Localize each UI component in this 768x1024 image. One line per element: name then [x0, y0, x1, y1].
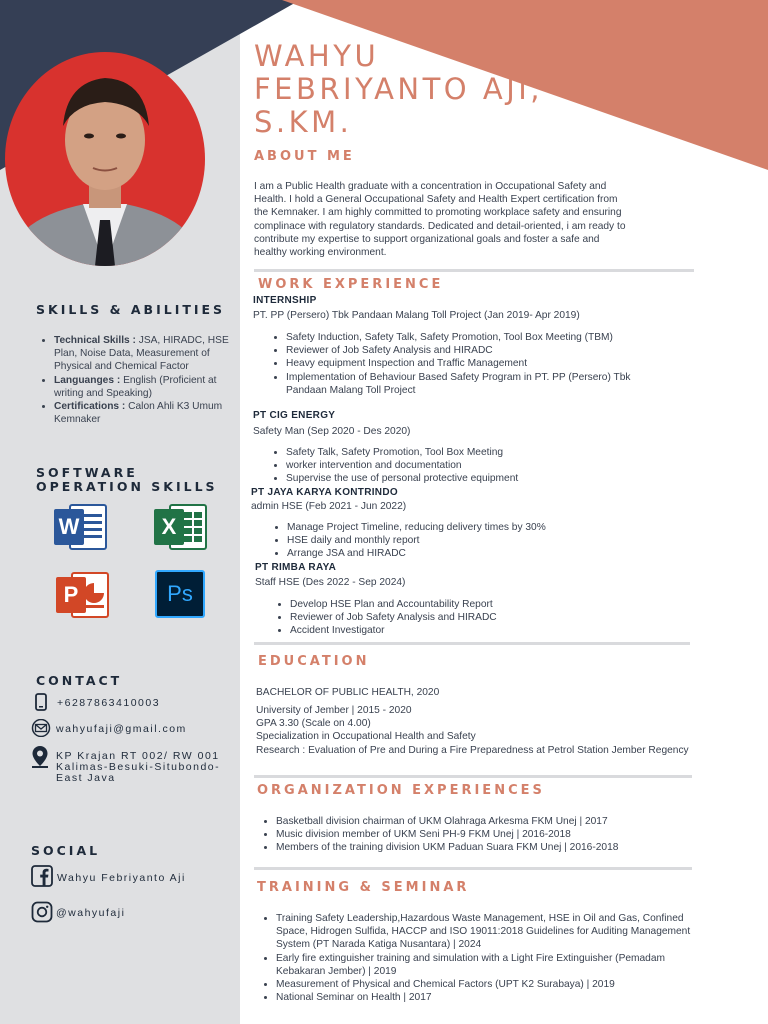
about-title: ABOUT ME [254, 149, 355, 164]
list-item: • Early fire extinguisher training and simulation with a Light Fire Extinguisher (Pemadam Kebakaran Jember) | 2019 [276, 952, 716, 978]
skill-label: Technical Skills : [54, 335, 136, 346]
instagram-handle[interactable]: @wahyufaji [56, 907, 126, 919]
list-item: • Training Safety Leadership,Hazardous Waste Management, HSE in Oil and Gas, Confined Space, Hidrogen Sulfida, HACCP and ISO 19011:2018 Guidelines for Auditing Management System (PT Narada Katiga Nusantara) | 2024 [276, 912, 716, 952]
skill-value: Calon Ahli K3 Umum Kemnaker [54, 401, 223, 426]
job-company-4: PT RIMBA RAYA [255, 562, 337, 573]
education-title: EDUCATION [258, 654, 370, 669]
education-details [256, 704, 706, 757]
email-icon [31, 719, 51, 737]
skill-label: Languanges : [54, 374, 121, 386]
name-heading [254, 40, 543, 139]
organization-title: ORGANIZATION EXPERIENCES [257, 783, 545, 798]
list-item: • Measurement of Physical and Chemical Factors (UPT K2 Surabaya) | 2019 [276, 978, 716, 991]
list-item: • Safety Induction, Safety Talk, Safety Promotion, Tool Box Meeting (TBM) [286, 331, 666, 344]
skill-item [54, 400, 246, 426]
word-icon [54, 503, 108, 551]
profile-photo [5, 52, 205, 266]
list-item: • HSE daily and monthly report [287, 534, 667, 547]
job-company-3: PT JAYA KARYA KONTRINDO [251, 487, 398, 498]
organization-list [258, 815, 676, 855]
list-item: • Safety Talk, Safety Promotion, Tool Box Meeting [286, 446, 666, 459]
list-item: • National Seminar on Health | 2017 [276, 991, 716, 1004]
name-line-1: WAHYU [254, 39, 380, 73]
training-list [258, 912, 716, 1004]
skill-value: JSA, HIRADC, HSE Plan, Noise Data, Measurement of Physical and Chemical Factor [54, 335, 229, 373]
job-list-4 [272, 598, 670, 638]
about-text: I am a Public Health graduate with a concentration in Occupational Safety and Health. I hold a General Occupational Safety and Health Expert certification from the Kemnaker. I am highly committed to promoting workplace safety and ensuring complinace with regulatory standards. Dedicated and detail-oriented, i am ready to contribute my expertise to support organizational goals and foster a safe and healthy working environment. [254, 181, 626, 259]
education-degree: BACHELOR OF PUBLIC HEALTH, 2020 [256, 687, 440, 698]
powerpoint-icon [56, 571, 110, 619]
phone-number[interactable]: +6287863410003 [57, 697, 161, 709]
list-item: • Basketball division chairman of UKM Olahraga Arkesma FKM Unej | 2017 [276, 815, 676, 828]
job-list-3 [269, 521, 667, 561]
word-letter: W [58, 514, 80, 539]
email-address[interactable]: wahyufaji@gmail.com [56, 723, 187, 735]
education-divider [254, 775, 692, 778]
list-item: • Manage Project Timeline, reducing delivery times by 30% [287, 521, 667, 534]
list-item: • Implementation of Behaviour Based Safety Program in PT. PP (Persero) Tbk Pandaan Malang Toll Project [286, 371, 666, 397]
contact-title: CONTACT [36, 673, 123, 688]
skill-value: English (Proficient at writing and Speaking) [54, 374, 217, 399]
name-line-3: S.KM. [254, 105, 353, 139]
phone-icon [35, 693, 47, 711]
software-title-line-2: OPERATION SKILLS [36, 479, 218, 494]
organization-divider [254, 867, 692, 870]
list-item: • worker intervention and documentation [286, 459, 666, 472]
list-item: • Develop HSE Plan and Accountability Report [290, 598, 670, 611]
work-title: WORK EXPERIENCE [258, 277, 444, 292]
list-item: • Arrange JSA and HIRADC [287, 547, 667, 560]
job-list-2 [268, 446, 666, 486]
list-item: • Heavy equipment Inspection and Traffic Management [286, 357, 666, 370]
social-title: SOCIAL [31, 843, 101, 858]
job-role-2: Safety Man (Sep 2020 - Des 2020) [253, 426, 411, 437]
facebook-icon[interactable] [31, 865, 53, 887]
excel-letter: X [161, 514, 177, 539]
facebook-name[interactable]: Wahyu Febriyanto Aji [57, 872, 186, 884]
work-divider [254, 642, 690, 645]
job-role-3: admin HSE (Feb 2021 - Jun 2022) [251, 501, 407, 512]
skills-title: SKILLS & ABILITIES [36, 302, 226, 317]
instagram-icon[interactable] [31, 901, 53, 923]
skill-item [54, 374, 246, 400]
software-title-line-1: SOFTWARE [36, 465, 138, 480]
job-role-4: Staff HSE (Des 2022 - Sep 2024) [255, 577, 406, 588]
education-line: Research : Evaluation of Pre and During a Fire Preparedness at Petrol Station Jember Regency [256, 744, 689, 756]
name-line-2: FEBRIYANTO AJI, [254, 72, 544, 106]
list-item: • Reviewer of Job Safety Analysis and HIRADC [286, 344, 666, 357]
photoshop-icon [155, 570, 205, 618]
software-title [36, 466, 218, 494]
education-line: Specialization in Occupational Health and Safety [256, 731, 476, 743]
education-line: GPA 3.30 (Scale on 4.00) [256, 718, 371, 730]
job-company-2: PT CIG ENERGY [253, 410, 336, 421]
excel-icon [154, 503, 208, 551]
job-role-1: PT. PP (Persero) Tbk Pandaan Malang Toll Project (Jan 2019- Apr 2019) [253, 310, 580, 321]
powerpoint-letter: P [63, 582, 79, 607]
job-list-1 [268, 331, 666, 397]
address: KP Krajan RT 002/ RW 001 Kalimas-Besuki-Situbondo-East Java [56, 750, 221, 784]
location-icon [31, 745, 49, 769]
education-line: University of Jember | 2015 - 2020 [256, 705, 412, 716]
skills-list [36, 334, 246, 426]
skill-item [54, 334, 246, 374]
training-title: TRAINING & SEMINAR [257, 880, 470, 895]
list-item: • Reviewer of Job Safety Analysis and HIRADC [290, 611, 670, 624]
list-item: • Members of the training division UKM Paduan Suara FKM Unej | 2016-2018 [276, 841, 676, 854]
list-item: • Supervise the use of personal protective equipment [286, 472, 666, 485]
list-item: • Music division member of UKM Seni PH-9 FKM Unej | 2016-2018 [276, 828, 676, 841]
skill-label: Certifications : [54, 401, 126, 413]
photoshop-letters: Ps [167, 581, 193, 606]
list-item: • Accident Investigator [290, 624, 670, 637]
about-divider [254, 269, 694, 272]
job-company-1: INTERNSHIP [253, 295, 317, 306]
